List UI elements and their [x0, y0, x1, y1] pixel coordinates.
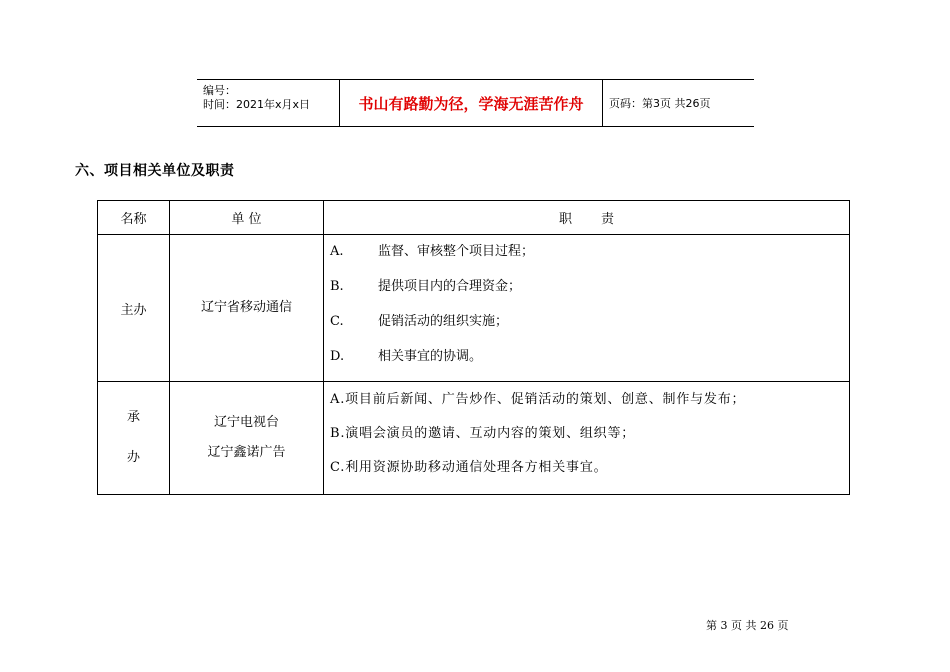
list-item: [330, 311, 849, 346]
row-unit: [170, 235, 324, 382]
table-row: [98, 235, 850, 382]
list-item: [330, 241, 849, 276]
row-name-char: 承: [126, 410, 140, 425]
header-responsibility-text: 职 责: [559, 212, 614, 227]
row-responsibilities: [324, 235, 850, 382]
header-unit: 单 位: [170, 201, 324, 235]
header-motto: 书山有路勤为径，学海无涯苦作舟: [340, 80, 603, 126]
header-responsibility: [324, 201, 850, 235]
units-table: [97, 200, 850, 495]
item-text: 促销活动的组织实施；: [378, 314, 509, 329]
list-item: A.项目前后新闻、广告炒作、促销活动的策划、创意、制作与发布；: [330, 392, 746, 407]
list-item: C.利用资源协助移动通信处理各方相关事宜。: [330, 460, 608, 475]
unit-line: 辽宁鑫诺广告: [207, 445, 286, 460]
row-responsibilities: [324, 382, 850, 495]
header-page-code: 页码：第3页 共26页: [609, 97, 711, 110]
list-item: [330, 346, 849, 381]
item-mark: C.: [330, 314, 344, 329]
document-header: [197, 79, 754, 127]
unit-line: 辽宁电视台: [213, 415, 279, 430]
item-mark: B.: [330, 279, 344, 294]
row-name: [98, 382, 170, 495]
table-header-row: [98, 201, 850, 235]
list-item: [330, 276, 849, 311]
header-name: 名称: [98, 201, 170, 235]
row-name-char: 办: [126, 450, 140, 465]
item-text: 提供项目内的合理资金；: [378, 279, 522, 294]
header-number-label: 编号：: [203, 84, 236, 97]
header-time-label: 时间：2021年x月x日: [203, 98, 311, 111]
table-row: [98, 382, 850, 495]
list-item: B.演唱会演员的邀请、互动内容的策划、组织等；: [330, 426, 636, 441]
item-mark: A.: [330, 244, 344, 259]
item-text: 相关事宜的协调。: [378, 349, 483, 364]
row-unit: [170, 382, 324, 495]
row-name: 主办: [98, 235, 170, 382]
section-title: 六、项目相关单位及职责: [75, 163, 235, 179]
item-mark: D.: [330, 349, 345, 364]
unit-line: 辽宁省移动通信: [200, 300, 292, 315]
header-meta: [197, 80, 340, 126]
item-text: 监督、审核整个项目过程；: [378, 244, 535, 259]
page-footer: 第 3 页 共 26 页: [706, 619, 789, 632]
